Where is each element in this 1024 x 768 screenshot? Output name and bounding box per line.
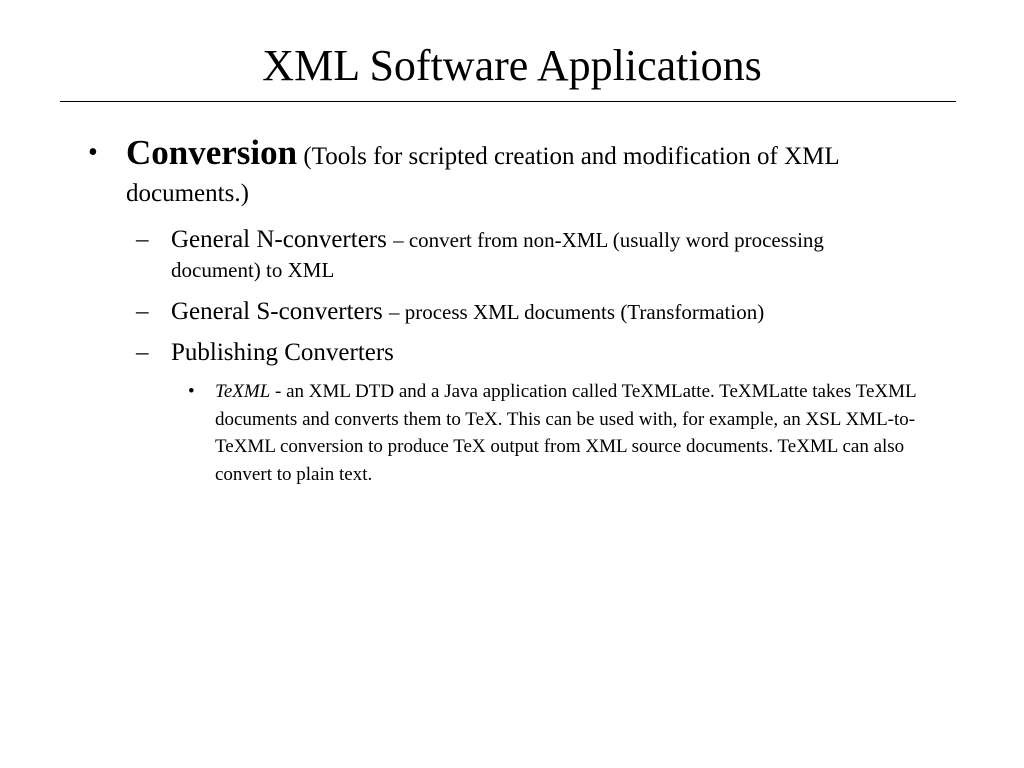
sub-bullet-label: General S-converters xyxy=(171,298,383,325)
bullet-marker: • xyxy=(188,381,195,402)
sub-sub-bullet-texml xyxy=(188,378,950,488)
bullet-description: (Tools for scripted creation and modification of XML documents.) xyxy=(126,143,839,207)
sub-bullet-label: General N-converters xyxy=(171,226,387,253)
sub-bullet-label: Publishing Converters xyxy=(171,339,394,366)
slide-title: XML Software Applications xyxy=(262,41,762,90)
sub-sub-bullet-label: TeXML xyxy=(215,381,271,402)
dash-marker: – xyxy=(136,226,149,253)
sub-sub-bullet-description: - an XML DTD and a Java application called TeXMLatte. TeXMLatte takes TeXML documents and converts them to TeX. This can be used with, for example, an XSL XML-to-TeXML conversion to produce TeX output from XML source documents. TeXML can also convert to plain text. xyxy=(215,381,916,485)
bullet-marker: • xyxy=(88,137,98,168)
bullet-conversion xyxy=(88,133,956,212)
title-divider xyxy=(60,101,956,102)
sub-bullet-description: – process XML documents (Transformation) xyxy=(388,300,765,324)
sub-bullet-s-converters xyxy=(136,297,871,327)
sub-bullet-publishing-converters xyxy=(136,338,871,368)
dash-marker: – xyxy=(136,339,149,366)
sub-bullet-n-converters xyxy=(136,225,871,285)
dash-marker: – xyxy=(136,298,149,325)
bullet-heading: Conversion xyxy=(126,133,298,172)
sub-bullet-description: – convert from non-XML (usually word processing document) to XML xyxy=(171,228,824,282)
